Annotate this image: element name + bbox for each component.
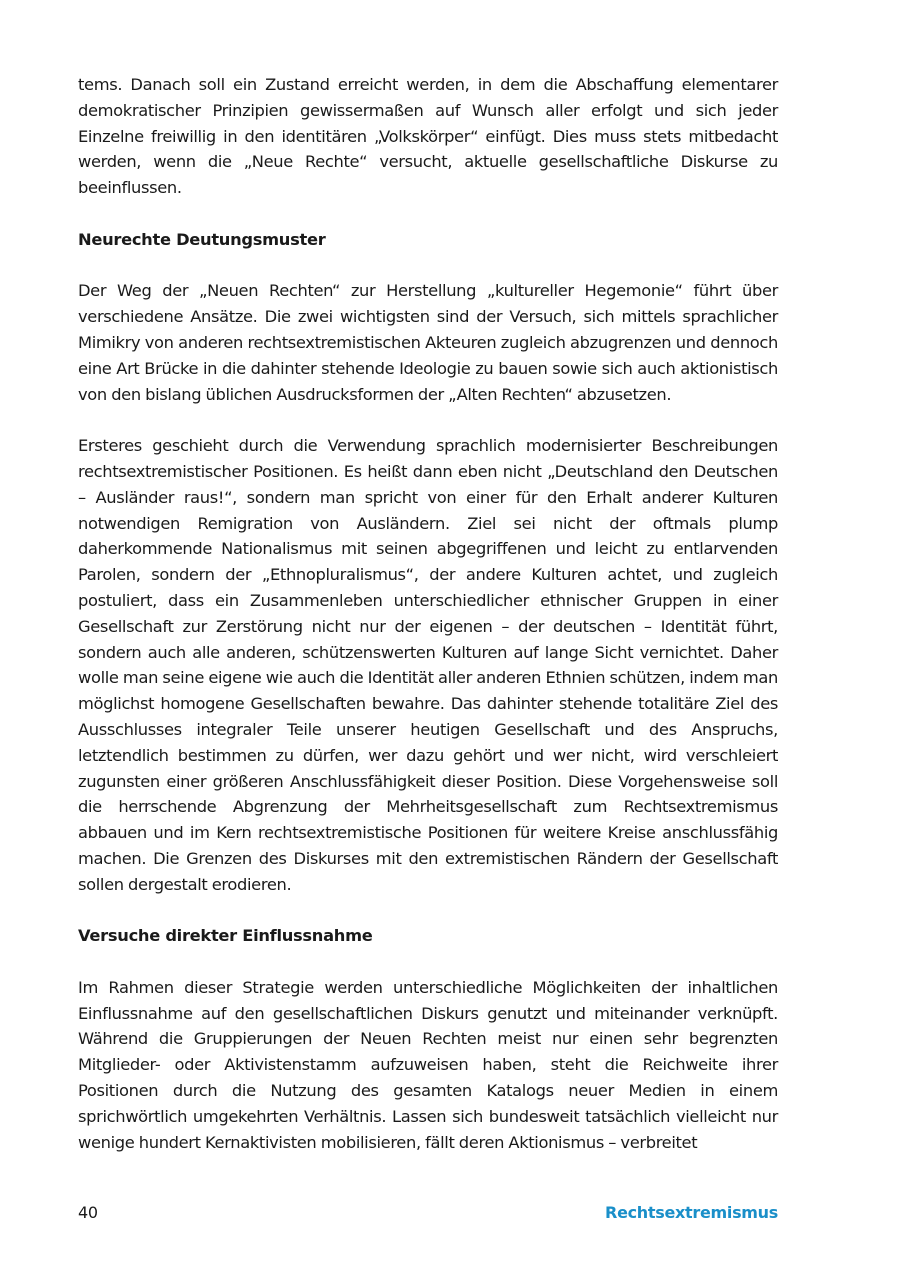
paragraph-rahmen: Im Rahmen dieser Strategie werden unterschiedliche Möglichkeiten der inhaltlichen Einflussnahme auf den gesellschaftlichen Diskurs genutzt und miteinander verknüpft. Während die Gruppierungen der Neuen Rechten meist nur einen sehr begrenzten Mitglieder- oder Aktivistenstamm aufzuweisen haben, steht die Reichweite ihrer Positionen durch die Nutzung des gesamten Katalogs neuer Medien in einem sprichwörtlich umgekehrten Verhältnis. Lassen sich bundesweit tatsächlich vielleicht nur wenige hundert Kernaktivisten mobilisieren, fällt deren Aktionismus – verbreitet xyxy=(78,977,778,1152)
paragraph-intro: tems. Danach soll ein Zustand erreicht werden, in dem die Abschaffung elementarer demokratischer Prinzipien gewissermaßen auf Wunsch aller erfolgt und sich jeder Einzelne freiwillig in den identitären „Volkskörper“ einfügt. Dies muss stets mitbedacht werden, wenn die „Neue Rechte“ versucht, aktuelle gesellschaftliche Diskurse zu beeinflussen. xyxy=(78,75,778,198)
running-footer-title: Rechtsextremismus xyxy=(605,1203,778,1222)
paragraph-ersteres: Ersteres geschieht durch die Verwendung sprachlich modernisierter Beschreibungen rechtsextremistischer Positionen. Es heißt dann eben nicht „Deutschland den Deutschen – Ausländer raus!“, sondern man spricht von einer für den Erhalt anderer Kulturen notwendigen Remigration von Ausländern. Ziel sei nicht der oftmals plump daherkommende Nationalismus mit seinen abgegriffenen und leicht zu entlarvenden Parolen, sondern der „Ethnopluralismus“, der andere Kulturen achtet, und zugleich postuliert, dass ein Zusammenleben unterschiedlicher ethnischer Gruppen in einer Gesellschaft zur Zerstörung nicht nur der eigenen – der deutschen – Identität führt, sondern auch alle anderen, schützenswerten Kulturen auf lange Sicht vernichtet. Daher wolle man seine eigene wie auch die Identität aller anderen Ethnien schützen, indem man möglichst homogene Gesellschaften bewahre. Das dahinter stehende totalitäre Ziel des Ausschlusses integraler Teile unserer heutigen Gesellschaft und des Anspruchs, letztendlich bestimmen zu dürfen, wer dazu gehört und wer nicht, wird verschleiert zugunsten einer größeren Anschlussfähigkeit dieser Position. Diese Vorgehensweise soll die herrschende Abgrenzung der Mehrheitsgesellschaft zum Rechtsextremismus abbauen und im Kern rechtsextremistische Positionen für weitere Kreise anschlussfähig machen. Die Grenzen des Diskurses mit den extremistischen Rändern der Gesellschaft sollen dergestalt erodieren. xyxy=(78,436,778,894)
paragraph-weg: Der Weg der „Neuen Rechten“ zur Herstellung „kultureller Hegemonie“ führt über verschiedene Ansätze. Die zwei wichtigsten sind der Versuch, sich mittels sprachlicher Mimikry von anderen rechtsextremistischen Akteuren zugleich abzugrenzen und dennoch eine Art Brücke in die dahinter stehende Ideologie zu bauen sowie sich auch aktionistisch von den bislang üblichen Ausdrucksformen der „Alten Rechten“ abzusetzen. xyxy=(78,281,778,404)
section-heading-deutungsmuster: Neurechte Deutungsmuster xyxy=(78,229,326,249)
page-body xyxy=(78,72,778,1155)
page-number: 40 xyxy=(78,1203,98,1222)
section-heading-einflussnahme: Versuche direkter Einflussnahme xyxy=(78,926,373,946)
